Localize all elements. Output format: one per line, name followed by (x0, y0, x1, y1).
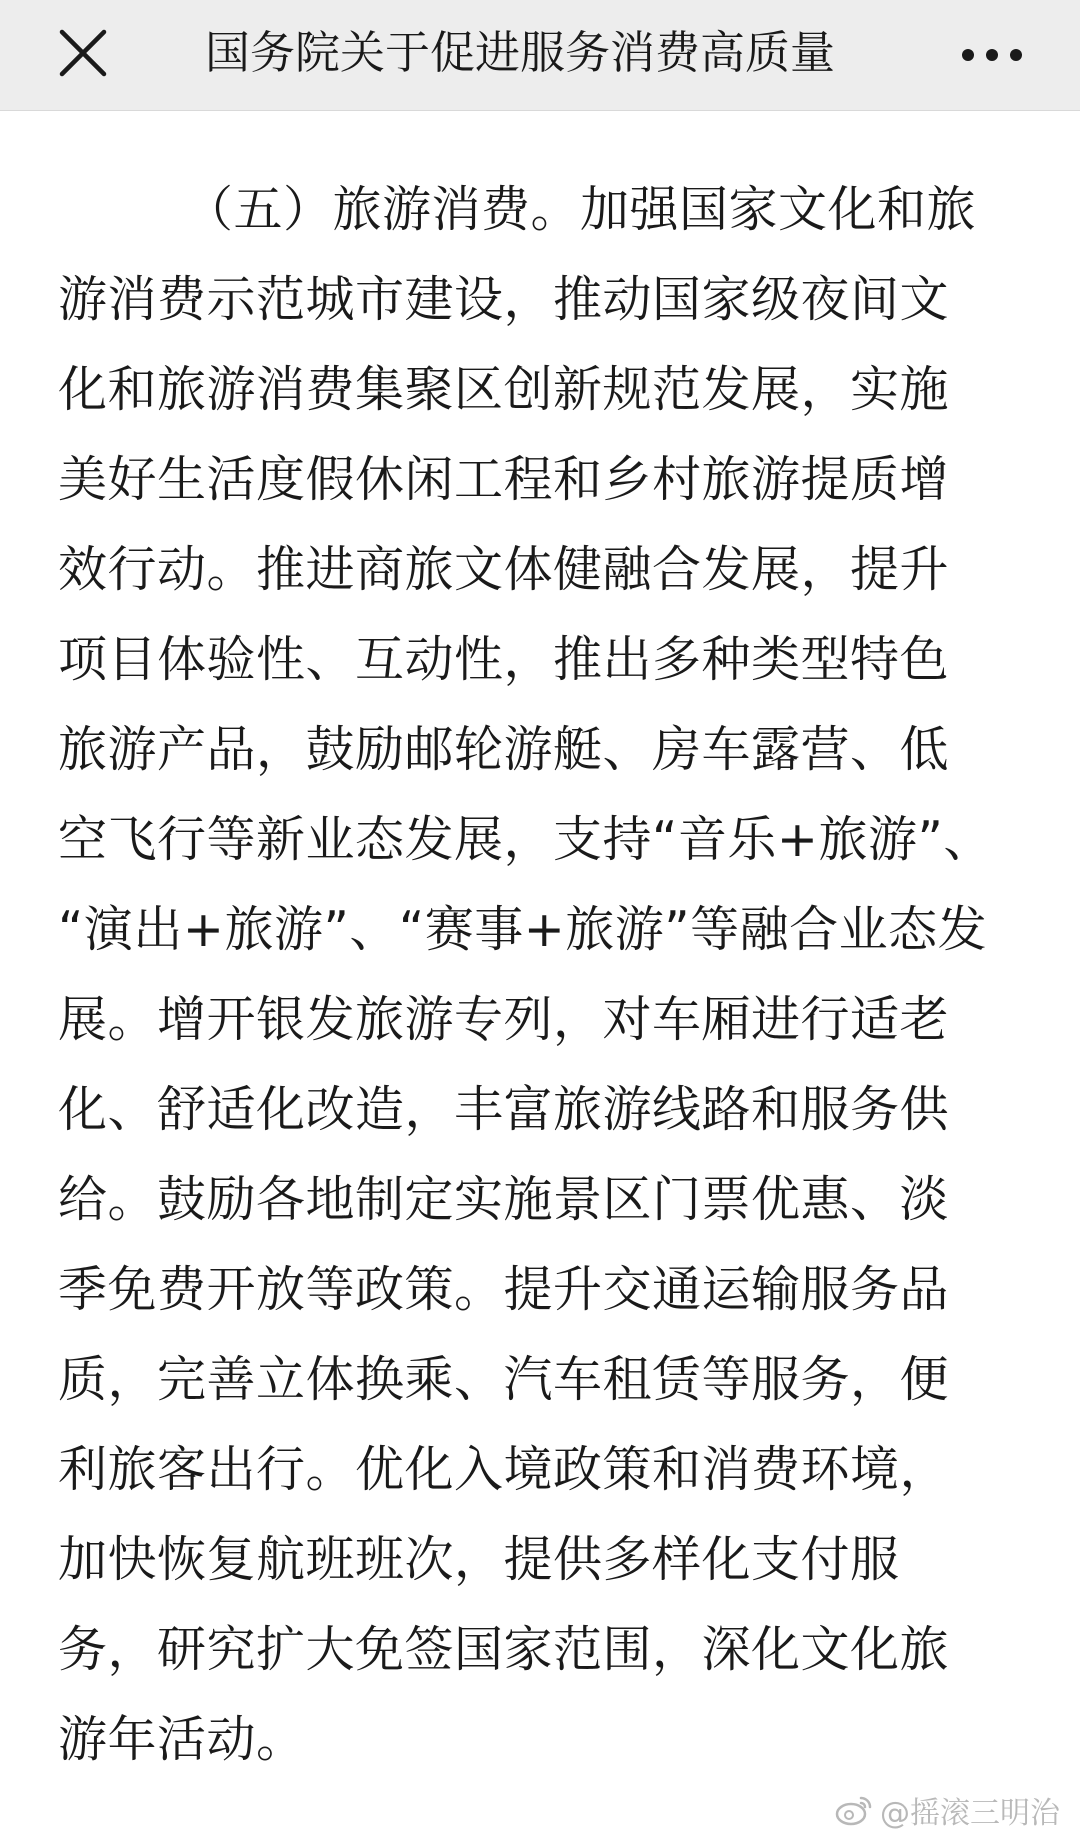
watermark-text: @摇滚三明治 (880, 1796, 1060, 1831)
article-line: 质，完善立体换乘、汽车租赁等服务，便 (58, 1351, 950, 1408)
more-options-button[interactable] (952, 25, 1032, 85)
article-line: 效行动。推进商旅文体健融合发展，提升 (58, 541, 950, 598)
article-line: 旅游产品，鼓励邮轮游艇、房车露营、低 (58, 721, 950, 778)
article-line: 游年活动。 (58, 1711, 306, 1768)
close-button[interactable] (52, 22, 114, 84)
more-horizontal-icon (952, 25, 1032, 85)
article-line: 给。鼓励各地制定实施景区门票优惠、淡 (58, 1171, 950, 1228)
article-line: 务，研究扩大免签国家范围，深化文化旅 (58, 1621, 950, 1678)
article-line: 展。增开银发旅游专列，对车厢进行适老 (58, 991, 950, 1048)
article-body (0, 110, 1080, 1837)
article-line: 加快恢复航班班次，提供多样化支付服 (58, 1531, 900, 1588)
article-line: “演出+旅游”、“赛事+旅游”等融合业态发 (58, 901, 988, 958)
article-line: 空飞行等新业态发展，支持“音乐+旅游”、 (58, 811, 993, 868)
weibo-icon (834, 1794, 874, 1826)
article-line: 游消费示范城市建设，推动国家级夜间文 (58, 271, 950, 328)
article-line: 项目体验性、互动性，推出多种类型特色 (58, 631, 950, 688)
watermark (834, 1787, 1060, 1833)
article-line: 利旅客出行。优化入境政策和消费环境， (58, 1441, 950, 1498)
article-line: （五）旅游消费。加强国家文化和旅 (184, 181, 977, 238)
article-line: 化和旅游消费集聚区创新规范发展，实施 (58, 361, 950, 418)
article-line: 化、舒适化改造，丰富旅游线路和服务供 (58, 1081, 950, 1138)
top-nav-bar (0, 0, 1080, 111)
article-line: 美好生活度假休闲工程和乡村旅游提质增 (58, 451, 950, 508)
close-icon (52, 22, 114, 84)
article-line: 季免费开放等政策。提升交通运输服务品 (58, 1261, 950, 1318)
page-title: 国务院关于促进服务消费高质量 (205, 26, 836, 79)
